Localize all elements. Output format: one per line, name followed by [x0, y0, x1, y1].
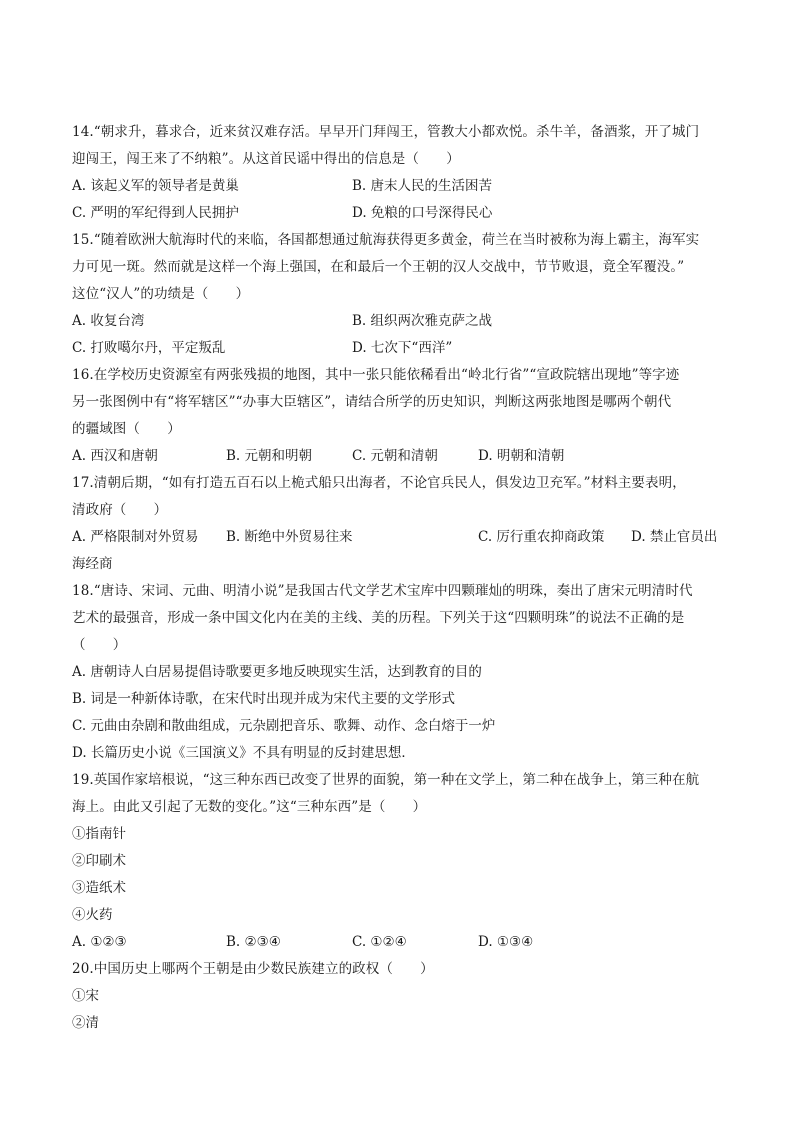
- q17-option-a: A. 严格限制对外贸易: [72, 529, 199, 545]
- q14-stem-line-1: 14.“朝求升，暮求合，近来贫汉难存活。早早开门拜闯王，管教大小都欢悦。杀牛羊，备酒浆，开了城门: [72, 124, 700, 140]
- q19-item-3: ③造纸术: [72, 880, 126, 896]
- q18-option-a: A. 唐朝诗人白居易提倡诗歌要更多地反映现实生活，达到教育的目的: [72, 664, 482, 680]
- q14-option-c: C. 严明的军纪得到人民拥护: [72, 205, 239, 221]
- q17-stem-line-1: 17.清朝后期，“如有打造五百石以上桅式船只出海者，不论官兵民人，俱发边卫充军。”材料主要表明，: [72, 475, 686, 491]
- q20-stem-line-1: 20.中国历史上哪两个王朝是由少数民族建立的政权（ ）: [72, 961, 434, 977]
- q19-option-a: A. ①②③: [72, 934, 127, 950]
- q17-option-d: D. 禁止官员出: [631, 529, 718, 545]
- q18-option-b: B. 词是一种新体诗歌，在宋代时出现并成为宋代主要的文学形式: [72, 691, 456, 707]
- q15-stem-line-2: 力可见一斑。然而就是这样一个海上强国，在和最后一个王朝的汉人交战中，节节败退，竟全军覆没。”: [72, 259, 685, 275]
- q15-option-c: C. 打败噶尔丹，平定叛乱: [72, 340, 226, 356]
- q18-stem-line-3: （ ）: [72, 637, 127, 653]
- q19-option-c: C. ①②④: [352, 934, 407, 950]
- q18-option-d: D. 长篇历史小说《三国演义》不具有明显的反封建思想．: [72, 745, 415, 761]
- q19-option-b: B. ②③④: [226, 934, 281, 950]
- q18-stem-line-2: 艺术的最强音，形成一条中国文化内在美的主线、美的历程。下列关于这“四颗明珠”的说法不正确的是: [72, 610, 685, 626]
- q19-stem-line-2: 海上。由此又引起了无数的变化。”这“三种东西”是（ ）: [72, 799, 427, 815]
- q19-item-4: ④火药: [72, 907, 113, 923]
- q14-option-b: B. 唐末人民的生活困苦: [352, 178, 493, 194]
- q16-stem-line-3: 的疆域图（ ）: [72, 421, 181, 437]
- q15-option-d: D. 七次下“西洋”: [352, 340, 453, 356]
- q15-option-a: A. 收复台湾: [72, 313, 145, 329]
- q16-option-c: C. 元朝和清朝: [352, 448, 438, 464]
- q18-stem-line-1: 18.“唐诗、宋词、元曲、明清小说”是我国古代文学艺术宝库中四颗璀灿的明珠，奏出了唐宋元明清时代: [72, 583, 693, 599]
- q14-option-d: D. 免粮的口号深得民心: [352, 205, 493, 221]
- q14-option-a: A. 该起义军的领导者是黄巢: [72, 178, 239, 194]
- q16-option-b: B. 元朝和明朝: [226, 448, 313, 464]
- q14-stem-line-2: 迎闯王，闯王来了不纳粮”。从这首民谣中得出的信息是（ ）: [72, 151, 460, 167]
- q19-item-1: ①指南针: [72, 826, 126, 842]
- q15-option-b: B. 组织两次雅克萨之战: [352, 313, 493, 329]
- q15-stem-line-3: 这位“汉人”的功绩是（ ）: [72, 286, 250, 302]
- q15-stem-line-1: 15.“随着欧洲大航海时代的来临，各国都想通过航海获得更多黄金，荷兰在当时被称为海上霸主，海军实: [72, 232, 700, 248]
- q17-option-c: C. 厉行重农抑商政策: [478, 529, 605, 545]
- q20-item-2: ②清: [72, 1015, 99, 1031]
- q19-stem-line-1: 19.英国作家培根说，“这三种东西已改变了世界的面貌，第一种在文学上，第二种在战争上，第三种在航: [72, 772, 700, 788]
- q16-option-a: A. 西汉和唐朝: [72, 448, 158, 464]
- q18-option-c: C. 元曲由杂剧和散曲组成，元杂剧把音乐、歌舞、动作、念白熔于一炉: [72, 718, 496, 734]
- q17-option-b: B. 断绝中外贸易往来: [226, 529, 353, 545]
- q16-stem-line-1: 16.在学校历史资源室有两张残损的地图，其中一张只能依稀看出“岭北行省”“宣政院辖出现地”等字迹: [72, 367, 680, 383]
- q20-item-1: ①宋: [72, 988, 99, 1004]
- q19-option-d: D. ①③④: [478, 934, 534, 950]
- q16-option-d: D. 明朝和清朝: [478, 448, 565, 464]
- q16-stem-line-2: 另一张图例中有“将军辖区”“办事大臣辖区”，请结合所学的历史知识，判断这两张地图是哪两个朝代: [72, 394, 672, 410]
- q17-option-d-continued: 海经商: [72, 556, 113, 572]
- q19-item-2: ②印刷术: [72, 853, 126, 869]
- q17-stem-line-2: 清政府（ ）: [72, 502, 168, 518]
